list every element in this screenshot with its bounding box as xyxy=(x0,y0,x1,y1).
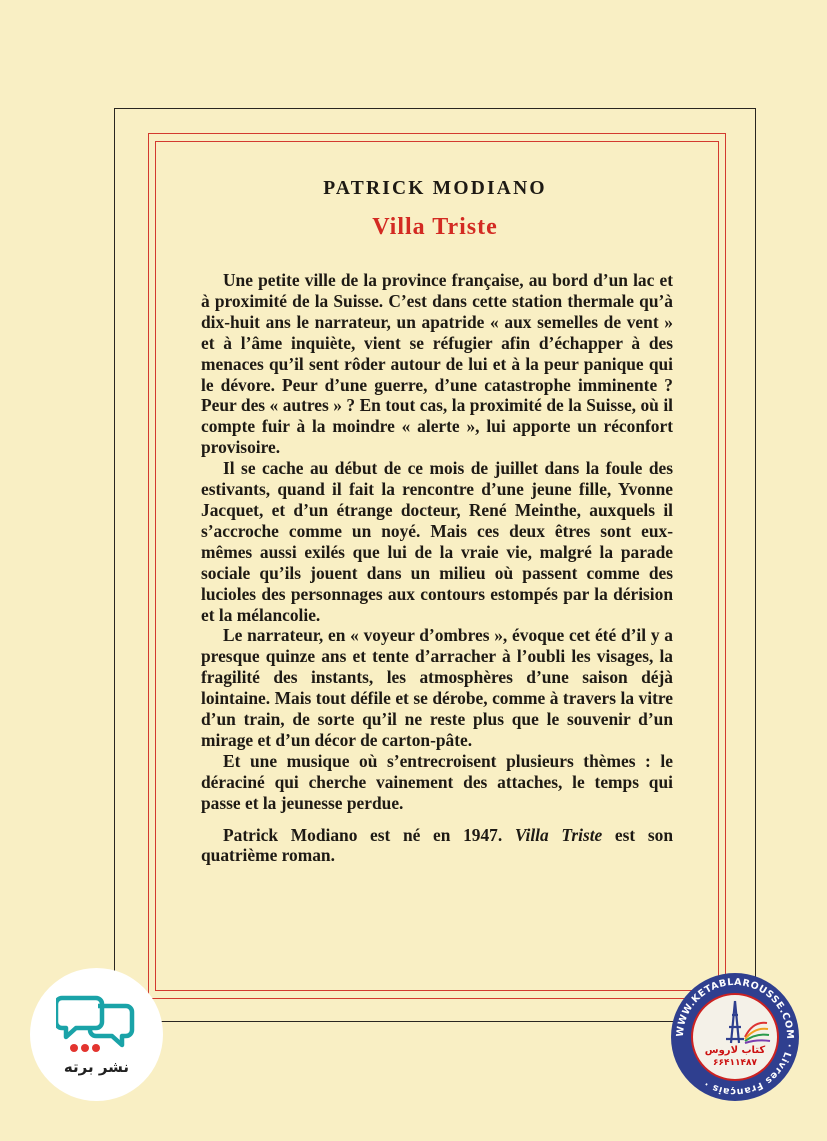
stamp-ring-text: WWW.KETABLAROUSSE.COM · Livres Français · xyxy=(674,976,796,1098)
stamp-brand: کتاب لاروس xyxy=(704,1045,766,1056)
publisher-name: نشر برته xyxy=(63,1058,130,1076)
publisher-logo xyxy=(30,968,163,1101)
chat-bubbles-icon xyxy=(56,992,138,1054)
stamp-phone: ۶۶۴۱۱۴۸۷ xyxy=(713,1058,757,1068)
blurb-paragraph: Une petite ville de la province française, au bord d’un lac et à proximité de la Suisse. C’est dans cette station thermale qu’à dix-huit ans le narrateur, un apatride « aux semelles de vent » et à l’âme inquiète, vient se réfugier afin d’échapper à des menaces qu’il sent rôder autour de lui et à la peur panique qui le dévore. Peur d’une guerre, d’une catastrophe imminente ? Peur des « autres » ? En tout cas, la proximité de la Suisse, où il compte fuir à la moindre « alerte », lui apporte un réconfort provisoire. xyxy=(201,270,673,458)
author-note-title: Villa Triste xyxy=(514,824,603,845)
stamp-center xyxy=(691,993,779,1081)
blurb-paragraph: Et une musique où s’entrecroisent plusieurs thèmes : le déraciné qui cherche vainement des attaches, le temps qui passe et la jeunesse perdue. xyxy=(201,750,673,813)
book-title: Villa Triste xyxy=(372,214,498,240)
blurb-paragraph: Le narrateur, en « voyeur d’ombres », évoque cet été d’il y a presque quinze ans et tente d’arracher à l’oubli les visages, la fragilité des instants, les atmosphères d’une saison déjà lointaine. Mais tout défile et se dérobe, comme à travers la vitre d’un train, de sorte qu’il ne reste plus que le souvenir d’un mirage et d’un décor de carton-pâte. xyxy=(201,625,673,750)
bookstore-stamp xyxy=(671,973,799,1101)
eiffel-tower-icon xyxy=(693,997,777,1047)
blurb-paragraph: Il se cache au début de ce mois de juillet dans la foule des estivants, quand il fait la rencontre d’une jeune fille, Yvonne Jacquet, et d’un étrange docteur, René Meinthe, auxquels il s’accroche comme un noyé. Mais ces deux êtres sont eux-mêmes aussi exilés que lui de la vraie vie, malgré la parade sociale qu’ils jouent dans un milieu où passent comme des lucioles des personnages aux contours estompés par la dérision et la mélancolie. xyxy=(201,458,673,625)
blurb-text xyxy=(201,270,673,866)
author-name: PATRICK MODIANO xyxy=(323,178,547,199)
author-note: Patrick Modiano est né en 1947. Villa Triste est son quatrième roman. xyxy=(201,824,673,866)
